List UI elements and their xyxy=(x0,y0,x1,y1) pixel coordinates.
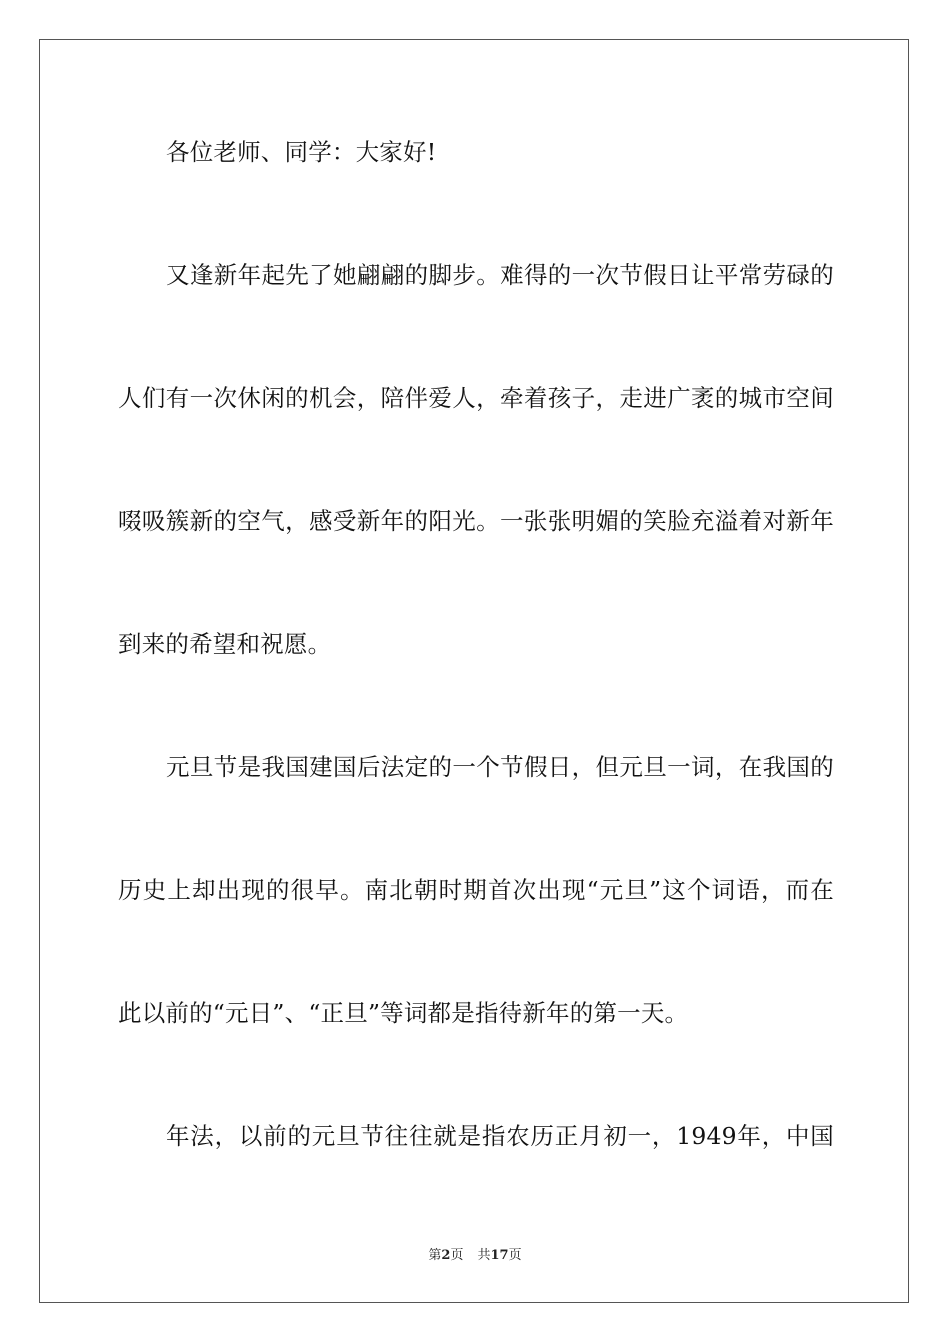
page-number: 2 xyxy=(441,1248,451,1263)
paragraph-line: 又逢新年起先了她翩翩的脚步。难得的一次节假日让平常劳碌的 xyxy=(166,261,834,289)
page-suffix: 页 xyxy=(450,1248,464,1263)
page-prefix: 第 xyxy=(428,1248,442,1263)
page-frame xyxy=(39,39,909,1303)
greeting-line: 各位老师、同学：大家好! xyxy=(166,138,437,166)
paragraph-line: 人们有一次休闲的机会，陪伴爱人，牵着孩子，走进广袤的城市空间 xyxy=(118,384,834,412)
paragraph-line: 历史上却出现的很早。南北朝时期首次出现“元旦”这个词语，而在 xyxy=(118,876,834,904)
paragraph-line: 到来的希望和祝愿。 xyxy=(118,630,332,658)
total-prefix: 共 xyxy=(477,1248,491,1263)
paragraph-line: 元旦节是我国建国后法定的一个节假日，但元旦一词，在我国的 xyxy=(166,753,834,781)
total-suffix: 页 xyxy=(508,1248,522,1263)
paragraph-line: 年法，以前的元旦节往往就是指农历正月初一，1949年，中国 xyxy=(166,1122,834,1150)
page-footer xyxy=(0,1247,950,1265)
total-pages: 17 xyxy=(490,1248,509,1263)
paragraph-line: 啜吸簇新的空气，感受新年的阳光。一张张明媚的笑脸充溢着对新年 xyxy=(118,507,834,535)
paragraph-line: 此以前的“元日”、“正旦”等词都是指待新年的第一天。 xyxy=(118,999,689,1027)
